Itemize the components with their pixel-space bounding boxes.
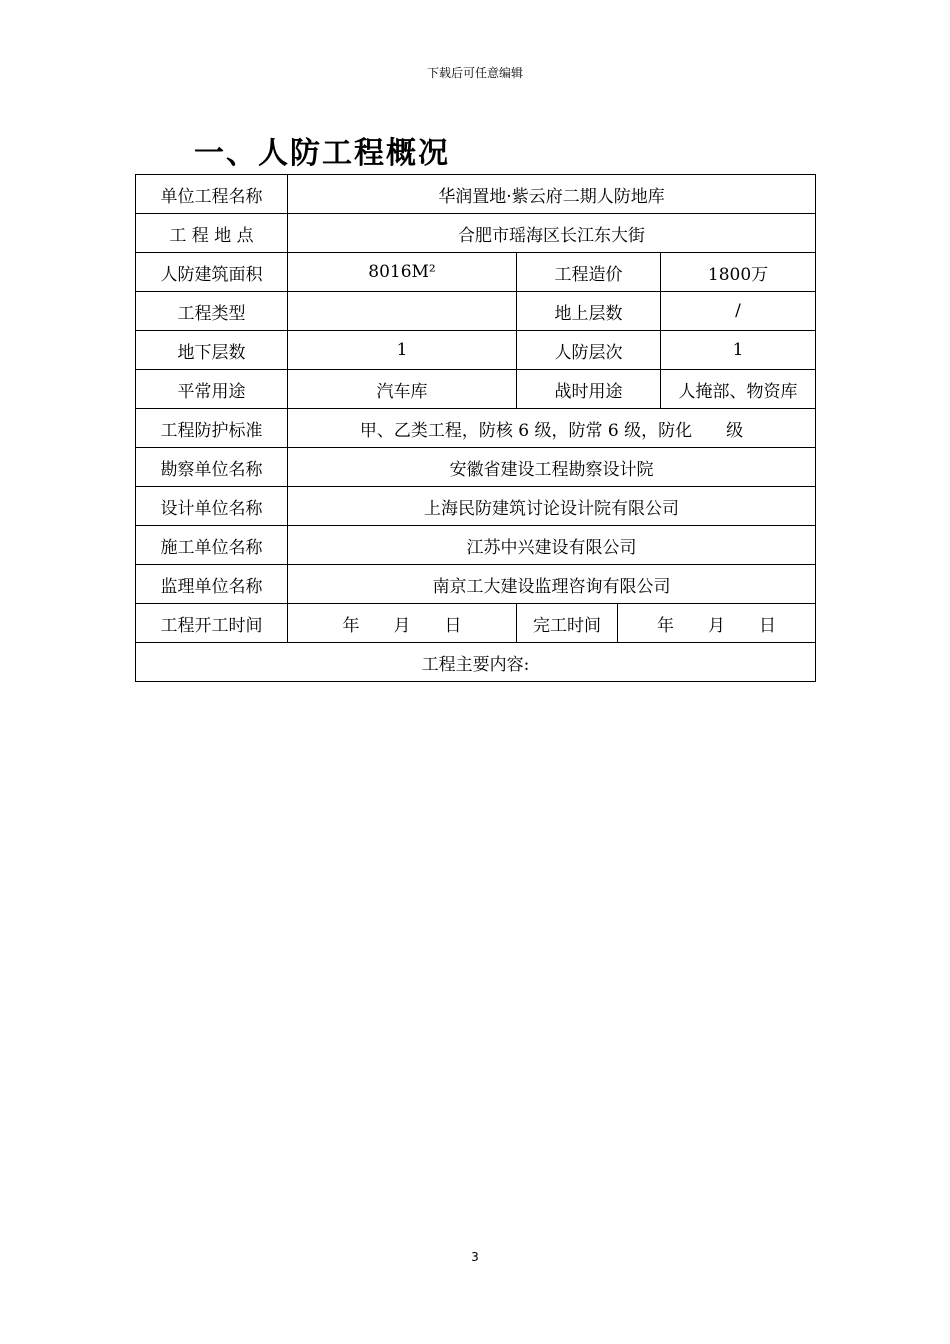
protection-standard-value: 甲、乙类工程，防核 6 级，防常 6 级，防化 级 bbox=[288, 409, 816, 448]
table-row-protection bbox=[136, 409, 816, 448]
end-date-label: 完工时间 bbox=[517, 604, 618, 643]
table-row-type bbox=[136, 292, 816, 331]
peacetime-use-value: 汽车库 bbox=[288, 370, 517, 409]
design-unit-label: 设计单位名称 bbox=[136, 487, 288, 526]
table-row-dates bbox=[136, 604, 816, 643]
table-row-design bbox=[136, 487, 816, 526]
table-row-unit-name bbox=[136, 175, 816, 214]
type-value bbox=[288, 292, 517, 331]
table-row-content bbox=[136, 643, 816, 682]
area-label: 人防建筑面积 bbox=[136, 253, 288, 292]
underground-floors-value: 1 bbox=[288, 331, 517, 370]
location-value: 合肥市瑶海区长江东大街 bbox=[288, 214, 816, 253]
main-content-label: 工程主要内容: bbox=[421, 654, 530, 675]
cost-label: 工程造价 bbox=[517, 253, 661, 292]
wartime-use-value: 人掩部、物资库 bbox=[661, 370, 816, 409]
peacetime-use-label: 平常用途 bbox=[136, 370, 288, 409]
table-row-area bbox=[136, 253, 816, 292]
wartime-use-label: 战时用途 bbox=[517, 370, 661, 409]
area-value: 8016M² bbox=[288, 253, 517, 292]
survey-unit-value: 安徽省建设工程勘察设计院 bbox=[288, 448, 816, 487]
project-overview-table bbox=[135, 174, 816, 682]
protection-standard-label: 工程防护标准 bbox=[136, 409, 288, 448]
table-row-supervision bbox=[136, 565, 816, 604]
table-row-construction bbox=[136, 526, 816, 565]
main-content-area bbox=[136, 643, 816, 682]
design-unit-value: 上海民防建筑讨论设计院有限公司 bbox=[288, 487, 816, 526]
construction-unit-value: 江苏中兴建设有限公司 bbox=[288, 526, 816, 565]
table-row-underground bbox=[136, 331, 816, 370]
supervision-unit-label: 监理单位名称 bbox=[136, 565, 288, 604]
table-row-survey bbox=[136, 448, 816, 487]
start-date-value: 年 月 日 bbox=[288, 604, 517, 643]
above-ground-floors-value: / bbox=[661, 292, 816, 331]
underground-floors-label: 地下层数 bbox=[136, 331, 288, 370]
end-date-value: 年 月 日 bbox=[618, 604, 816, 643]
above-ground-floors-label: 地上层数 bbox=[517, 292, 661, 331]
start-date-label: 工程开工时间 bbox=[136, 604, 288, 643]
cost-value: 1800万 bbox=[661, 253, 816, 292]
page-number: 3 bbox=[471, 1250, 479, 1264]
civil-defense-level-value: 1 bbox=[661, 331, 816, 370]
survey-unit-label: 勘察单位名称 bbox=[136, 448, 288, 487]
location-label: 工 程 地 点 bbox=[136, 214, 288, 253]
table-row-location bbox=[136, 214, 816, 253]
page-header-note: 下载后可任意编辑 bbox=[426, 66, 523, 80]
page-title: 一、人防工程概况 bbox=[194, 136, 450, 171]
civil-defense-level-label: 人防层次 bbox=[517, 331, 661, 370]
unit-name-value: 华润置地·紫云府二期人防地库 bbox=[288, 175, 816, 214]
construction-unit-label: 施工单位名称 bbox=[136, 526, 288, 565]
unit-name-label: 单位工程名称 bbox=[136, 175, 288, 214]
supervision-unit-value: 南京工大建设监理咨询有限公司 bbox=[288, 565, 816, 604]
table-row-usage bbox=[136, 370, 816, 409]
type-label: 工程类型 bbox=[136, 292, 288, 331]
